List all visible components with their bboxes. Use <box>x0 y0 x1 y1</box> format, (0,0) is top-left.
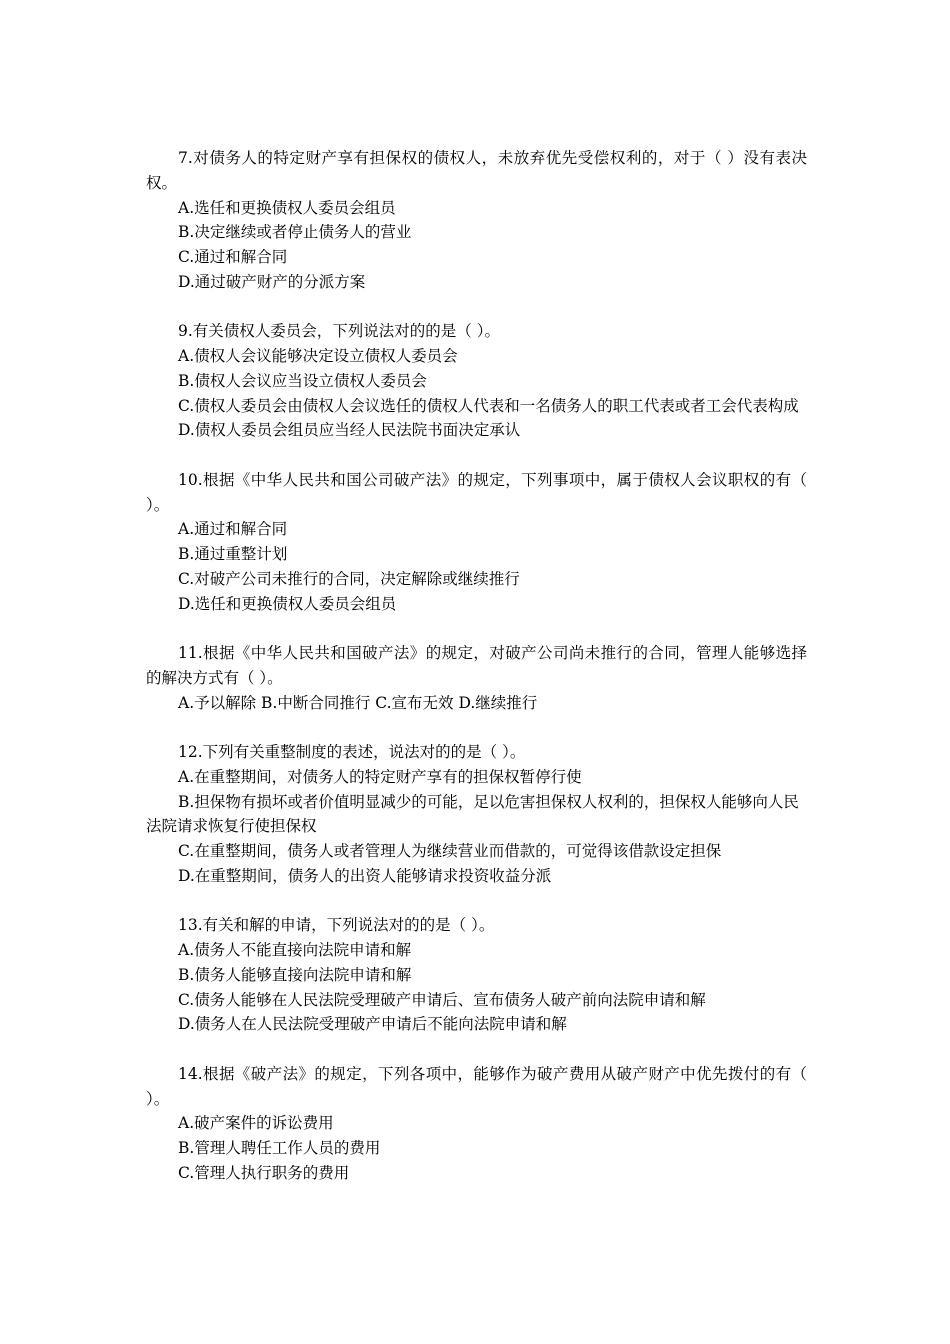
option-d: D.在重整期间，债务人的出资人能够请求投资收益分派 <box>178 866 552 885</box>
option-c: C.通过和解合同 <box>178 248 288 267</box>
option-b: B.通过重整计划 <box>178 545 288 564</box>
option-d: D.选任和更换债权人委员会组员 <box>178 594 397 613</box>
option-a: A.选任和更换债权人委员会组员 <box>178 198 396 217</box>
option-c: C.债务人能够在人民法院受理破产申请后、宣布债务人破产前向法院申请和解 <box>178 990 706 1009</box>
question-stem: 12.下列有关重整制度的表述，说法对的的是（ ）。 <box>178 742 526 761</box>
question-stem: 13.有关和解的申请，下列说法对的的是（ ）。 <box>178 916 495 935</box>
option-c: C.对破产公司未推行的合同，决定解除或继续推行 <box>178 569 520 588</box>
option-c: C.管理人执行职务的费用 <box>178 1163 350 1182</box>
option-b: B.债务人能够直接向法院申请和解 <box>178 965 412 984</box>
option-b: B.债权人会议应当设立债权人委员会 <box>178 371 427 390</box>
option-b: B.管理人聘任工作人员的费用 <box>178 1139 381 1158</box>
question-stem: 9.有关债权人委员会，下列说法对的的是（ ）。 <box>178 322 500 341</box>
option-b: B.决定继续或者停止债务人的营业 <box>178 223 412 242</box>
option-d: D.债权人委员会组员应当经人民法院书面决定承认 <box>178 421 521 440</box>
option-a: A.债务人不能直接向法院申请和解 <box>178 941 412 960</box>
option-c: C.债权人委员会由债权人会议选任的债权人代表和一名债务人的职工代表或者工会代表构成 <box>178 396 799 415</box>
option-a: A.在重整期间，对债务人的特定财产享有的担保权暂停行使 <box>178 767 582 786</box>
question-10 <box>146 468 807 617</box>
question-stem: 14.根据《破产法》的规定，下列各项中，能够作为破产费用从破产财产中优先拨付的有（ ）。 <box>146 1064 807 1108</box>
question-stem: 7.对债务人的特定财产享有担保权的债权人，未放弃优先受偿权利的，对于（ ）没有表决权。 <box>146 149 807 192</box>
option-a: A.债权人会议能够决定设立债权人委员会 <box>178 347 458 366</box>
option-d: D.债务人在人民法院受理破产申请后不能向法院申请和解 <box>178 1015 567 1034</box>
option-d: D.通过破产财产的分派方案 <box>178 272 366 291</box>
question-7 <box>146 146 807 295</box>
option-b: B.担保物有损坏或者价值明显减少的可能，足以危害担保权人权利的，担保权人能够向人民法院请求恢复行使担保权 <box>146 792 799 836</box>
option-c: C.在重整期间，债务人或者管理人为继续营业而借款的，可觉得该借款设定担保 <box>178 842 722 861</box>
question-13 <box>146 913 807 1037</box>
options-inline: A.予以解除 B.中断合同推行 C.宣布无效 D.继续推行 <box>178 693 538 712</box>
question-11 <box>146 641 807 715</box>
question-12 <box>146 740 807 889</box>
option-a: A.破产案件的诉讼费用 <box>178 1114 334 1133</box>
question-stem: 11.根据《中华人民共和国破产法》的规定，对破产公司尚未推行的合同，管理人能够选择的解决方式有（ ）。 <box>146 644 807 687</box>
question-14 <box>146 1062 807 1186</box>
question-stem: 10.根据《中华人民共和国公司破产法》的规定，下列事项中，属于债权人会议职权的有（ ）。 <box>146 470 807 514</box>
option-a: A.通过和解合同 <box>178 520 288 539</box>
question-9 <box>146 319 807 443</box>
